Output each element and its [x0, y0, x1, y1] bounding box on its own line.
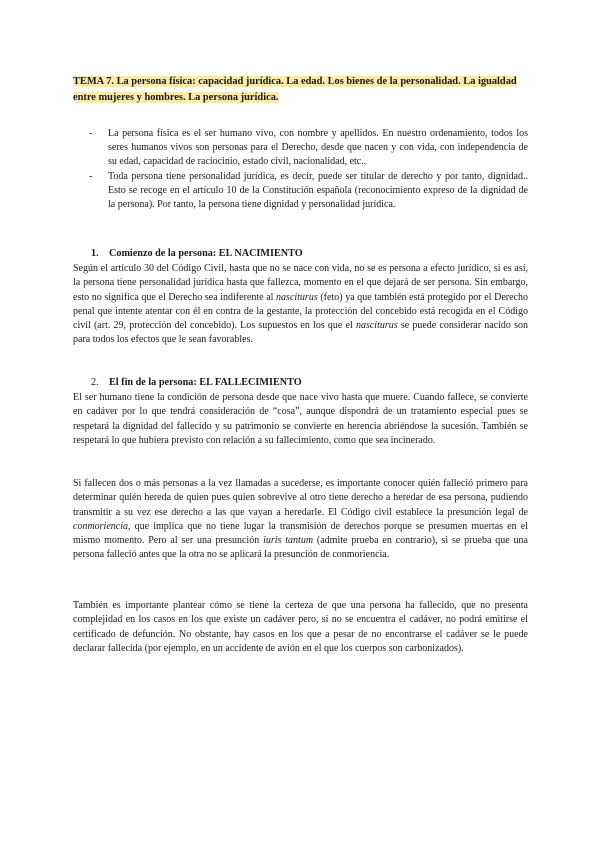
section-title: El fin de la persona: EL FALLECIMIENTO — [109, 377, 302, 388]
paragraph-text: se puede considerar nacido son para todos los efectos que le sean favorables. — [73, 320, 529, 346]
italic-term: conmoriencia — [73, 520, 128, 532]
bullet-text: Toda persona tiene personalidad jurídica, es decir, puede ser titular de derecho y por tanto, dignidad.. Esto se recoge en el artículo 10 de la Constitución española (reconocimiento expreso de la dignidad de la persona). Por tanto, la persona tiene dignidad y personalidad jurídica. — [108, 170, 528, 211]
italic-term: nasciturus — [276, 291, 318, 303]
section-title: Comienzo de la persona: EL NACIMIENTO — [109, 248, 303, 259]
paragraph-text: , que implica que no tiene lugar la transmisión de derechos porque se presumen muertas en el mismo momento. Pero al ser una presunción — [73, 520, 528, 547]
bullet-text: La persona física es el ser humano vivo, con nombre y apellidos. En nuestro ordenamiento, todos los seres humanos vivos son personas para el Derecho, desde que nacen y con vida, con independencia de su edad, capacidad de raciocinio, estado civil, nacionalidad, etc.. — [108, 128, 528, 168]
paragraph-death-2 — [73, 477, 528, 563]
paragraph-death-3: También es importante plantear cómo se tiene la certeza de que una persona ha fallecido, que no presenta complejidad en los casos en los que existe un cadáver pero, si no se encuentra el cadáver, no podrá emitirse el certificado de defunción. No obstante, hay casos en los que a pesar de no encontrarse el cadáver se le puede declarar fallecida (por ejemplo, en un accidente de avión en el que los cuerpos son carbonizados). — [73, 600, 528, 654]
list-item — [73, 127, 528, 170]
document-title — [73, 74, 531, 106]
title-highlight: TEMA 7. La persona física: capacidad jurídica. La edad. Los bienes de la personalidad. La igualdad entre mujeres y hombres. La persona jurídica. — [73, 76, 517, 103]
intro-bullet-list — [73, 127, 528, 212]
bullet-dash: - — [89, 128, 93, 139]
paragraph-text: Si fallecen dos o más personas a la vez llamadas a sucederse, es importante conocer quién falleció primero para determinar quién hereda de quien pues quien sobrevive al otro tiene derecho a heredar de esa persona, pudiendo transmitir a su vez ese derecho a las que vayan a heredarle. El Código civil establece la presunción legal de — [73, 478, 528, 518]
section-number: 1. — [91, 248, 99, 259]
section-heading-death — [91, 376, 302, 390]
bullet-dash: - — [89, 170, 93, 182]
paragraph-text: (admite prueba en contrario), si se prueba que una persona falleció antes que la otra no se aplicará la presunción de conmoriencia. — [73, 535, 528, 561]
paragraph-text: Según el artículo 30 del Código Civil, hasta que no se nace con vida, no se es persona a efecto jurídico, si es así, la persona tiene personalidad jurídica hasta que fallezca, momento en el que dejará de ser persona. Sin embargo, esto no significa que el Derecho sea indiferente al — [73, 263, 528, 303]
section-heading-birth — [91, 247, 303, 261]
italic-term: iuris tantum — [263, 535, 314, 547]
section-number: 2. — [91, 377, 99, 388]
paragraph-text: (feto) ya que también está protegido por el Derecho penal que intente atentar con él en contra de la gestante, la protección del concebido está recogida en el Código civil (art. 29, protección del concebido). Los supuestos en los que el — [73, 291, 528, 332]
paragraph-birth — [73, 262, 528, 348]
list-item — [73, 170, 528, 213]
paragraph-death-1: El ser humano tiene la condición de persona desde que nace vivo hasta que muere. Cuando fallece, se convierte en cadáver por lo que tendrá consideración de “cosa”, aunque dispondrá de un tratamiento especial pues se respetará la dignidad del fallecido y su patrimonio se convierte en herencia abriéndose la sucesión. También se respetará lo que hubiera previsto con relación a su fallecimiento, como que sea incinerado. — [73, 392, 528, 446]
italic-term: nasciturus — [355, 320, 398, 332]
